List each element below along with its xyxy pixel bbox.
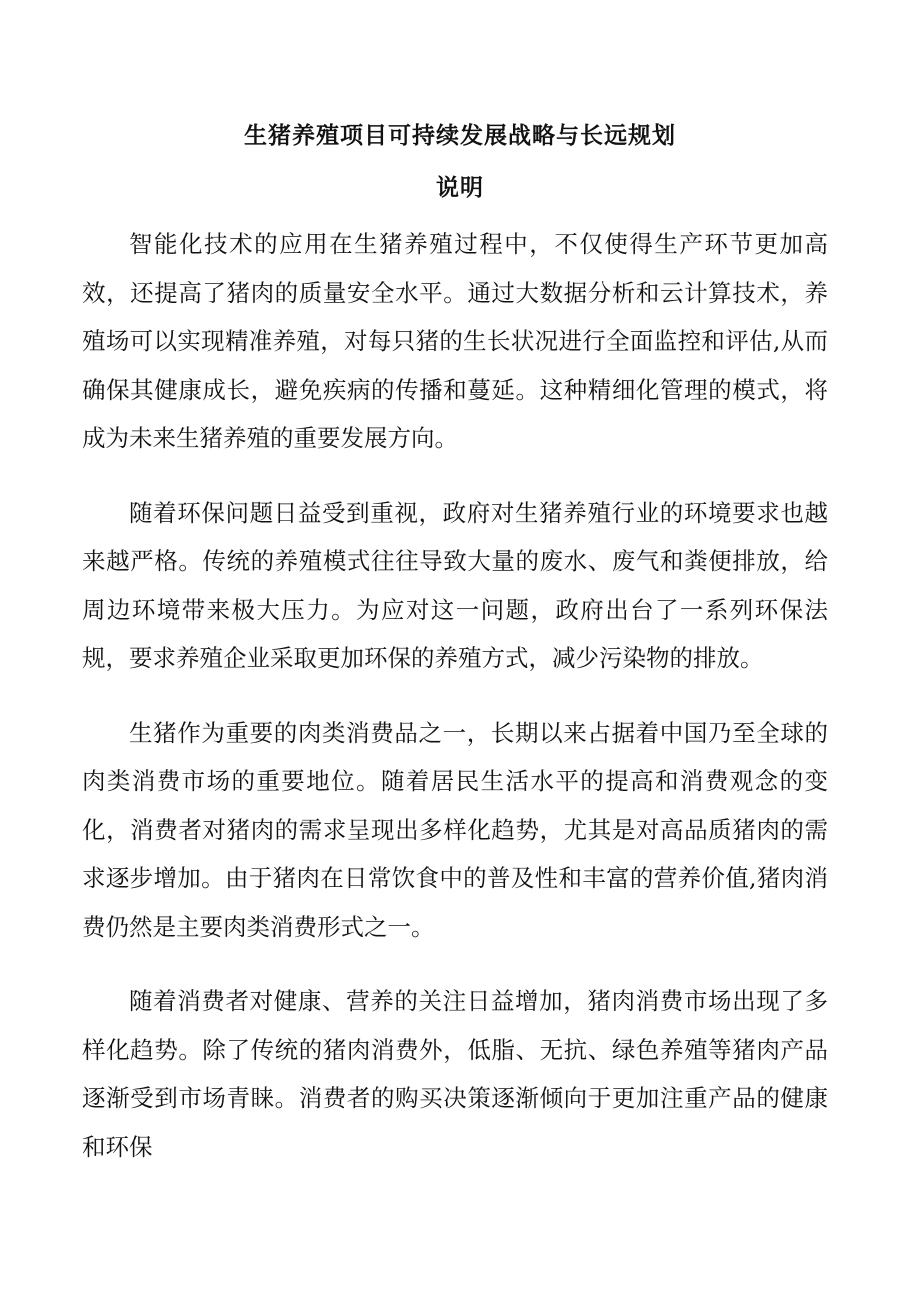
paragraph-diversified-trend: 随着消费者对健康、营养的关注日益增加，猪肉消费市场出现了多样化趋势。除了传统的猪肉消费外，低脂、无抗、绿色养殖等猪肉产品逐渐受到市场青睐。消费者的购买决策逐渐倾向于更加注重产品的健康和环保 bbox=[82, 987, 828, 1161]
paragraph-intelligent-technology: 智能化技术的应用在生猪养殖过程中，不仅使得生产环节更加高效，还提高了猪肉的质量安全水平。通过大数据分析和云计算技术，养殖场可以实现精准养殖，对每只猪的生长状况进行全面监控和评估,从而确保其健康成长，避免疾病的传播和蔓延。这种精细化管理的模式，将成为未来生猪养殖的重要发展方向。 bbox=[82, 230, 828, 452]
paragraph-pork-consumption: 生猪作为重要的肉类消费品之一，长期以来占据着中国乃至全球的肉类消费市场的重要地位。随着居民生活水平的提高和消费观念的变化，消费者对猪肉的需求呈现出多样化趋势，尤其是对高品质猪肉的需求逐步增加。由于猪肉在日常饮食中的普及性和丰富的营养价值,猪肉消费仍然是主要肉类消费形式之一。 bbox=[82, 718, 828, 941]
section-heading: 说明 bbox=[436, 175, 484, 201]
document-body bbox=[82, 220, 828, 1197]
document-title: 生猪养殖项目可持续发展战略与长远规划 bbox=[244, 123, 676, 149]
paragraph-environmental-regulation: 随着环保问题日益受到重视，政府对生猪养殖行业的环境要求也越来越严格。传统的养殖模式往往导致大量的废水、废气和粪便排放，给周边环境带来极大压力。为应对这一问题，政府出台了一系列环保法规，要求养殖企业采取更加环保的养殖方式，减少污染物的排放。 bbox=[82, 498, 828, 672]
